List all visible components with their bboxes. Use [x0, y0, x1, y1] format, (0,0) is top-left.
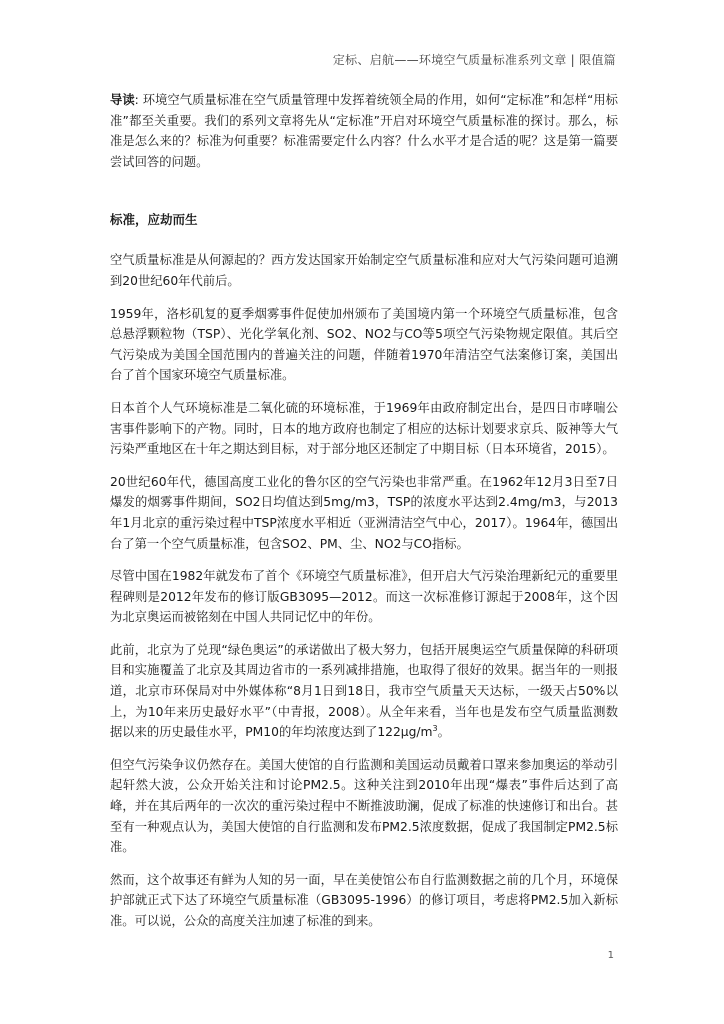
paragraph-usa: 1959年，洛杉矶复的夏季烟雾事件促使加州颁布了美国境内第一个环境空气质量标准，包含总悬浮颗粒物（TSP）、光化学氧化剂、SO2、NO2与CO等5项空气污染物规定限值。其后空气污染成为美国全国范围内的普遍关注的问题，伴随着1970年清洁空气法案修订案，美国出台了首个国家环境空气质量标准。	[110, 306, 618, 383]
paragraph-controversy: 但空气污染争议仍然存在。美国大使馆的自行监测和美国运动员戴着口罩来参加奥运的举动引起轩然大波，公众开始关注和讨论PM2.5。这种关注到2010年出现“爆表”事件后达到了高峰，并在其后两年的一次次的重污染过程中不断推波助澜，促成了标准的快速修订和出台。甚至有一种观点认为，美国大使馆的自行监测和发布PM2.5浓度数据，促成了我国制定PM2.5标准。	[110, 757, 618, 855]
intro-paragraph	[110, 90, 618, 172]
document-body	[110, 90, 618, 932]
running-header: 定标、启航——环境空气质量标准系列文章 | 限值篇	[332, 53, 616, 67]
paragraph-germany: 20世纪60年代，德国高度工业化的鲁尔区的空气污染也非常严重。在1962年12月3日至7日爆发的烟雾事件期间，SO2日均值达到5mg/m3，TSP的浓度水平达到2.4mg/m3，与2013年1月北京的重污染过程中TSP浓度水平相近（亚洲清洁空气中心，2017）。1964年，德国出台了第一个空气质量标准，包含SO2、PM、尘、NO2与CO指标。	[110, 474, 618, 551]
paragraph-beijing-text: 此前，北京为了兑现“绿色奥运”的承诺做出了极大努力，包括开展奥运空气质量保障的科研项目和实施覆盖了北京及其周边省市的一系列减排措施，也取得了很好的效果。据当年的一则报道，北京市环保局对中外媒体称“8月1日到18日，我市空气质量天天达标，一级天占50%以上，为10年来历史最好水平”（中青报，2008）。从全年来看，当年也是发布空气质量监测数据以来的历史最佳水平，PM10的年均浓度达到了122μg/m	[110, 642, 618, 740]
paragraph-origin: 空气质量标准是从何源起的？西方发达国家开始制定空气质量标准和应对大气污染问题可追溯到20世纪60年代前后。	[110, 253, 618, 288]
paragraph-beijing	[110, 640, 618, 743]
section-heading: 标准，应劫而生	[110, 212, 198, 228]
intro-lead: 导读	[110, 93, 135, 107]
paragraph-china: 尽管中国在1982年就发布了首个《环境空气质量标准》，但开启大气污染治理新纪元的重要里程碑则是2012年发布的修订版GB3095—2012。而这一次标准修订源起于2008年，这个因为北京奥运而被铭刻在中国人共同记忆中的年份。	[110, 569, 618, 625]
intro-text: : 环境空气质量标准在空气质量管理中发挥着统领全局的作用，如何“定标准”和怎样“用标准”都至关重要。我们的系列文章将先从“定标准”开启对环境空气质量标准的探讨。那么，标准是怎么来的？标准为何重要？标准需要定什么内容？什么水平才是合适的呢？这是第一篇要尝试回答的问题。	[110, 93, 618, 169]
paragraph-beijing-end: 。	[437, 725, 450, 740]
paragraph-other-side: 然而，这个故事还有鲜为人知的另一面，早在美使馆公布自行监测数据之前的几个月，环境保护部就正式下达了环境空气质量标准（GB3095-1996）的修订项目，考虑将PM2.5加入新标准。可以说，公众的高度关注加速了标准的到来。	[110, 872, 618, 928]
paragraph-japan: 日本首个人气环境标准是二氧化硫的环境标准，于1969年由政府制定出台，是四日市哮喘公害事件影响下的产物。同时，日本的地方政府也制定了相应的达标计划要求京兵、阪神等大气污染严重地区在十年之期达到目标，对于部分地区还制定了中期目标（日本环境省，2015）。	[110, 400, 618, 457]
superscript-3: 3	[432, 724, 438, 734]
page-number: 1	[607, 950, 614, 961]
